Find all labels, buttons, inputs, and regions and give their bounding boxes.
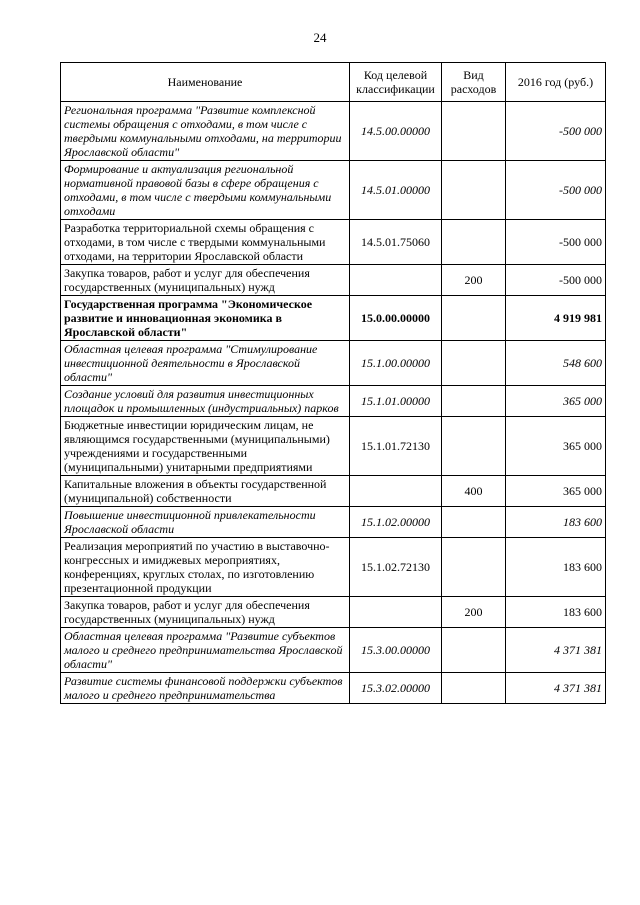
header-amount: 2016 год (руб.) <box>506 63 606 102</box>
cell-expense-type <box>442 296 506 341</box>
cell-amount: -500 000 <box>506 265 606 296</box>
cell-code: 15.1.00.00000 <box>350 341 442 386</box>
cell-code <box>350 265 442 296</box>
cell-name: Областная целевая программа "Развитие субъектов малого и среднего предпринимательства Ярославской области" <box>61 628 350 673</box>
table-body <box>61 102 606 704</box>
cell-expense-type <box>442 341 506 386</box>
cell-code <box>350 597 442 628</box>
table-row <box>61 161 606 220</box>
cell-code: 15.1.01.72130 <box>350 417 442 476</box>
cell-name: Бюджетные инвестиции юридическим лицам, не являющимся государственными (муниципальными) учреждениями и государственными (муниципальными) унитарными предприятиями <box>61 417 350 476</box>
cell-name: Государственная программа "Экономическое развитие и инновационная экономика в Ярославской области" <box>61 296 350 341</box>
cell-amount: -500 000 <box>506 102 606 161</box>
cell-name: Закупка товаров, работ и услуг для обеспечения государственных (муниципальных) нужд <box>61 597 350 628</box>
table-row <box>61 628 606 673</box>
table-row <box>61 102 606 161</box>
cell-name: Областная целевая программа "Стимулирование инвестиционной деятельности в Ярославской области" <box>61 341 350 386</box>
cell-amount: 365 000 <box>506 476 606 507</box>
cell-amount: 365 000 <box>506 386 606 417</box>
cell-expense-type <box>442 386 506 417</box>
header-name: Наименование <box>61 63 350 102</box>
cell-amount: 4 919 981 <box>506 296 606 341</box>
table-header-row <box>61 63 606 102</box>
cell-amount: 183 600 <box>506 507 606 538</box>
cell-code: 14.5.01.75060 <box>350 220 442 265</box>
table-row <box>61 296 606 341</box>
cell-name: Закупка товаров, работ и услуг для обеспечения государственных (муниципальных) нужд <box>61 265 350 296</box>
cell-expense-type <box>442 220 506 265</box>
cell-expense-type: 200 <box>442 597 506 628</box>
cell-code: 15.0.00.00000 <box>350 296 442 341</box>
cell-code: 14.5.00.00000 <box>350 102 442 161</box>
table-row <box>61 220 606 265</box>
cell-amount: 183 600 <box>506 538 606 597</box>
cell-expense-type: 400 <box>442 476 506 507</box>
cell-name: Разработка территориальной схемы обращения с отходами, в том числе с твердыми коммунальными отходами, на территории Ярославской области <box>61 220 350 265</box>
cell-name: Развитие системы финансовой поддержки субъектов малого и среднего предпринимательства <box>61 673 350 704</box>
cell-name: Реализация мероприятий по участию в выставочно-конгрессных и имиджевых мероприятиях, конференциях, круглых столах, по изготовлению презентационной продукции <box>61 538 350 597</box>
cell-name: Региональная программа "Развитие комплексной системы обращения с отходами, в том числе с твердыми коммунальными отходами, на территории Ярославской области" <box>61 102 350 161</box>
cell-amount: 4 371 381 <box>506 628 606 673</box>
cell-expense-type <box>442 507 506 538</box>
cell-expense-type <box>442 102 506 161</box>
cell-expense-type <box>442 673 506 704</box>
budget-table <box>60 62 606 704</box>
cell-code: 15.3.00.00000 <box>350 628 442 673</box>
table-row <box>61 265 606 296</box>
cell-amount: -500 000 <box>506 161 606 220</box>
cell-expense-type: 200 <box>442 265 506 296</box>
cell-expense-type <box>442 417 506 476</box>
cell-name: Создание условий для развития инвестиционных площадок и промышленных (индустриальных) парков <box>61 386 350 417</box>
table-row <box>61 476 606 507</box>
table-row <box>61 597 606 628</box>
cell-amount: 4 371 381 <box>506 673 606 704</box>
cell-code: 15.3.02.00000 <box>350 673 442 704</box>
cell-amount: 365 000 <box>506 417 606 476</box>
cell-code <box>350 476 442 507</box>
cell-amount: 548 600 <box>506 341 606 386</box>
cell-expense-type <box>442 628 506 673</box>
cell-code: 15.1.02.72130 <box>350 538 442 597</box>
table-row <box>61 538 606 597</box>
cell-amount: 183 600 <box>506 597 606 628</box>
page-number: 24 <box>313 30 327 45</box>
cell-amount: -500 000 <box>506 220 606 265</box>
table-row <box>61 673 606 704</box>
table-row <box>61 386 606 417</box>
cell-name: Повышение инвестиционной привлекательности Ярославской области <box>61 507 350 538</box>
table-row <box>61 417 606 476</box>
table-row <box>61 507 606 538</box>
cell-code: 15.1.02.00000 <box>350 507 442 538</box>
table-row <box>61 341 606 386</box>
cell-name: Формирование и актуализация региональной нормативной правовой базы в сфере обращения с отходами, в том числе с твердыми коммунальными отходами <box>61 161 350 220</box>
header-code: Код целевой классификации <box>350 63 442 102</box>
cell-expense-type <box>442 538 506 597</box>
header-expense-type: Вид расходов <box>442 63 506 102</box>
cell-name: Капитальные вложения в объекты государственной (муниципальной) собственности <box>61 476 350 507</box>
cell-code: 15.1.01.00000 <box>350 386 442 417</box>
cell-expense-type <box>442 161 506 220</box>
cell-code: 14.5.01.00000 <box>350 161 442 220</box>
